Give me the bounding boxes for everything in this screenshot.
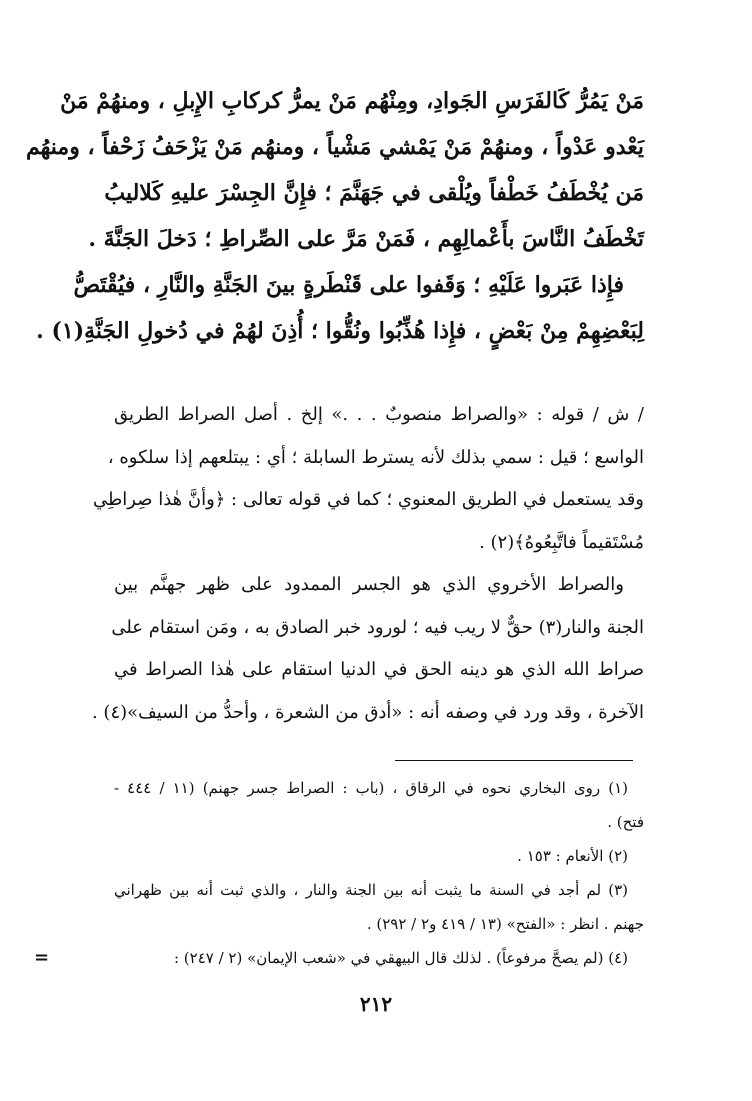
commentary-line: مُسْتَقيماً فاتَّبِعُوهُ﴾(٢) .: [479, 531, 644, 553]
footnote-line: (٣) لم أجد في السنة ما يثبت أنه بين الجنة والنار ، والذي ثبت أنه بين ظهراني: [114, 881, 628, 899]
footnote-line: جهنم . انظر : «الفتح» (١٣ / ٤١٩ و٢ / ٢٩٢) .: [366, 915, 644, 933]
hadith-line: يَعْدو عَدْواً ، ومنهُمْ مَنْ يَمْشي مَشْياً ، ومنهُم مَنْ يَزْحَفُ زَحْفاً ، ومنهُم: [26, 134, 644, 160]
page-number: ٢١٢: [359, 992, 393, 1016]
commentary-line: وقد يستعمل في الطريق المعنوي ؛ كما في قوله تعالى : ﴿وأنَّ هٰذا صِراطِي: [92, 489, 644, 510]
hadith-line: مَنْ يَمُرُّ كَالفَرَسِ الجَوادِ، ومِنْهُم مَنْ يمرُّ كركابِ الإِبلِ ، ومنهُمْ مَنْ: [60, 88, 644, 114]
commentary-line: والصراط الأخروي الذي هو الجسر الممدود على ظهر جهنَّم بين: [114, 574, 624, 595]
commentary-line: الآخرة ، وقد ورد في وصفه أنه : «أدق من الشعرة ، وأحدُّ من السيف»(٤) .: [91, 701, 644, 723]
commentary-line: صراط الله الذي هو دينه الحق في الدنيا استقام على هٰذا الصراط في: [114, 659, 644, 680]
footnote-line: (٤) (لم يصحَّ مرفوعاً) . لذلك قال البيهقي في «شعب الإيمان» (٢ / ٢٤٧) :: [173, 949, 628, 967]
hadith-line: تَخْطَفُ النَّاسَ بأَعْمالِهِم ، فَمَنْ مَرَّ على الصِّراطِ ؛ دَخلَ الجَنَّةَ .: [88, 226, 644, 252]
hadith-line: لِبَعْضِهِمْ مِنْ بَعْضٍ ، فإِذا هُذِّبُوا ونُقُّوا ؛ أُذِنَ لهُمْ في دُخولِ الجَنَّةِ(١) .: [36, 318, 644, 344]
hadith-text: [26, 78, 644, 354]
commentary-text: [91, 394, 644, 734]
commentary-line: الواسع ؛ قيل : سمي بذلك لأنه يسترط السابلة ؛ أي : يبتلعهم إذا سلكوه ،: [107, 446, 644, 468]
footnote-line: (١) روى البخاري نحوه في الرقاق ، (باب : الصراط جسر جهنم) (١١ / ٤٤٤ -: [114, 779, 628, 797]
hadith-line: مَن يُخْطَفُ خَطْفاً ويُلْقى في جَهَنَّمَ ؛ فإِنَّ الجِسْرَ عليهِ كَلاليبُ: [104, 180, 644, 206]
footnotes: [114, 771, 644, 975]
footnote-line: (٢) الأنعام : ١٥٣ .: [517, 847, 628, 865]
commentary-line: / ش / قوله : «والصراط منصوبٌ . . .» إلخ . أصل الصراط الطريق: [114, 404, 644, 425]
commentary-line: الجنة والنار(٣) حقٌّ لا ريب فيه ؛ لورود خبر الصادق به ، ومَن استقام على: [111, 616, 644, 638]
footnote-separator: [395, 760, 633, 761]
continuation-mark: =: [34, 947, 50, 968]
hadith-line: فإِذا عَبَروا عَلَيْهِ ؛ وَقَفوا على قَنْطَرةٍ بينَ الجَنَّةِ والنَّارِ ، فيُقْتَصُّ: [73, 272, 624, 298]
footnote-line: فتح) .: [607, 813, 644, 831]
